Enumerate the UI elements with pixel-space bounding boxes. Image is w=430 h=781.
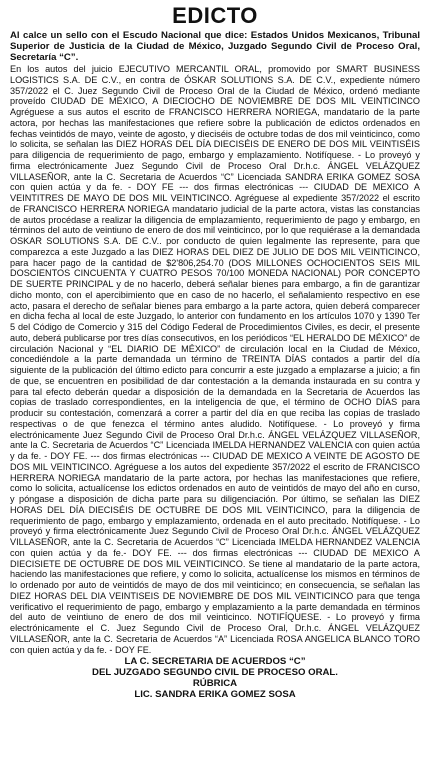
signature-block [10,656,420,700]
edict-page [10,4,420,773]
signature-rubrica: RÚBRICA [192,678,238,690]
signature-name: LIC. SANDRA ERIKA GOMEZ SOSA [134,689,296,701]
signature-court: DEL JUZGADO SEGUNDO CIVIL DE PROCESO ORAL. [92,667,338,679]
edict-title: EDICTO [172,4,258,28]
signature-secretary-title: LA C. SECRETARIA DE ACUERDOS “C” [124,656,306,668]
edict-body: En los autos del juicio EJECUTIVO MERCANTIL ORAL, promovido por SMART BUSINESS LOGISTICS S.A. DE C.V., en contra de ÓSKAR SOLUTIONS S.A. DE C.V., expediente número 357/2022 el C. Juez Segundo Civil de Proceso Oral de la Ciudad de México, ordenó mediante proveído CIUDAD DE MÉXICO, A DIECIOCHO DE NOVIEMBRE DE DOS MIL VEINTICINCO Agréguese a sus autos el escrito de FRANCISCO HERRERA NORIEGA, mandatario de la parte actora, por hechas las manifestaciones que refiere sobre la publicación de edictos ordenados en fechas veintidós de mayo, veinte de agosto, y dieciséis de octubre todas de dos mil veinticinco, como lo solicita, se señalan las DIEZ HORAS DEL DÍA DIECISÉIS DE ENERO DE DOS MIL VEINTISÉIS para diligencia de requerimiento de pago, embargo y emplazamiento. Notifíquese. - Lo proveyó y firma electrónicamente Juez Segundo Civil de Proceso Oral Dr.h.c. ÁNGEL VELÁZQUEZ VILLASEÑOR, ante la C. Secretaria de Acuerdos “C” Licenciada SANDRA ERIKA GOMEZ SOSA con quien actúa y da fe. - DOY FE --- dos firmas electrónicas --- CIUDAD DE MEXICO A VEINTITRES DE MAYO DE DOS MIL VEINTICINCO. Agréguese al expediente 357/2022 el escrito de FRANCISCO HERRERA NORIEGA mandatario judicial de la parte actora, vistas las constancias de autos procédase a realizar la diligencia de emplazamiento, requerimiento de pago y embargo, en términos del auto de veintiuno de enero de dos mil veinticinco, por lo que requiérase a la demandada OSKAR SOLUTIONS S.A. DE C.V.. por conducto de quien legalmente las represente, para que comparezca a este Juzgado a las DIEZ HORAS DEL DIEZ DE JULIO DE DOS MIL VEINTICINCO, para hacer pago de la cantidad de $2'806,254.70 (DOS MILLONES OCHOCIENTOS SEIS MIL DOSCIENTOS CINCUENTA Y CUATRO PESOS 70/100 MONEDA NACIONAL) POR CONCEPTO DE SUERTE PRINCIPAL y de no hacerlo, deberá señalar bienes para embargo, a fin de garantizar dicho monto, con el apercibimiento que en caso de no hacerlo, el señalamiento respectivo en ese acto, pasara el derecho de señalar bienes para embargo a la parte actora, quien deberá comparecer en dicha fecha al local de este Juzgado, lo anterior con fundamento en los artículos 1070 y 1390 Ter 5 del Código de Comercio y 315 del Código Federal de Procedimientos Civiles, es decir, el presente auto, deberá publicarse por tres días consecutivos, en los periódicos “EL HERALDO DE MÉXICO” de circulación Nacional y “EL DIARIO DE MÉXICO” de circulación local en la Ciudad de México, concediéndole a la parte demandada un término de TREINTA DÍAS contados a partir del día siguiente de la publicación del último edicto para concurrir a este juzgado a emplazarse a juicio; a fin de que, se encuentren en posibilidad de dar contestación a la demanda instaurada en su contra y para tal efecto deberán quedar a disposición de la demandada en la Secretaria de Acuerdos las copias de traslado correspondientes, en la inteligencia de que, el término de OCHO DÍAS para producir su contestación, comenzará a correr a partir del día en que reciba las copias de traslado respectivas o de que fenezca el término antes aludido. Notifíquese. - Lo proveyó y firma electrónicamente Juez Segundo Civil de Proceso Oral Dr.h.c. ÁNGEL VELÁZQUEZ VILLASEÑOR, ante la C. Secretaria de Acuerdos “C” Licenciada IMELDA HERNANDEZ VALENCIA con quien actúa y da fe. - DOY FE. --- dos firmas electrónicas --- CIUDAD DE MEXICO A VEINTE DE AGOSTO DE DOS MIL VEINTICINCO. Agréguese a los autos del expediente 357/2022 el escrito de FRANCISCO HERRERA NORIEGA mandatario de la parte actora, por hechas las manifestaciones que refiere, como lo solicita, actualícense los edictos ordenados en auto de veintidós de mayo del año en curso, y póngase a disposición de dicha parte para su diligenciación. Por último, se señalan las DIEZ HORAS DEL DÍA DIECISÉIS DE OCTUBRE DE DOS MIL VEINTICINCO, para la diligencia de requerimiento de pago, embargo y emplazamiento, ordenada en el auto precitado. Notifíquese. - Lo proveyó y firma electrónicamente Juez Segundo Civil de Proceso Oral Dr.h.c. ÁNGEL VELÁZQUEZ VILLASEÑOR, ante la C. Secretaria de Acuerdos “C” Licenciada IMELDA HERNANDEZ VALENCIA con quien actúa y da fe.- DOY FE. --- dos firmas electrónicas --- CIUDAD DE MEXICO A DIECISIETE DE OCTUBRE DE DOS MIL VEINTICINCO. Se tiene al mandatario de la parte actora, haciendo las manifestaciones que refiere, y como lo solicita, actualícense los mismos en términos de lo ordenado por auto de veintidós de mayo de dos mil veinticinco; en consecuencia, se señalan las DIEZ HORAS DEL DIA VEINTISEIS DE NOVIEMBRE DE DOS MIL VEINTICINCO para que tenga verificativo el requerimiento de pago, embargo y emplazamiento a la parte demandada en términos del auto de veintiuno de enero de dos mil veinticinco. NOTIFÍQUESE. - Lo proveyó y firma electrónicamente el C. Juez Segundo Civil de Proceso Oral, Dr.h.c. ÁNGEL VELÁZQUEZ VILLASEÑOR, ante la C. Secretaria de Acuerdos “A” Licenciada ROSA ANGELICA BLANCO TORO con quien actúa y da fe. - DOY FE. [10,64,420,655]
seal-intro: Al calce un sello con el Escudo Nacional que dice: Estados Unidos Mexicanos, Tribunal Superior de Justicia de la Ciudad de México, Juzgado Segundo Civil de Proceso Oral, Secretaría “C”. [10,30,420,63]
